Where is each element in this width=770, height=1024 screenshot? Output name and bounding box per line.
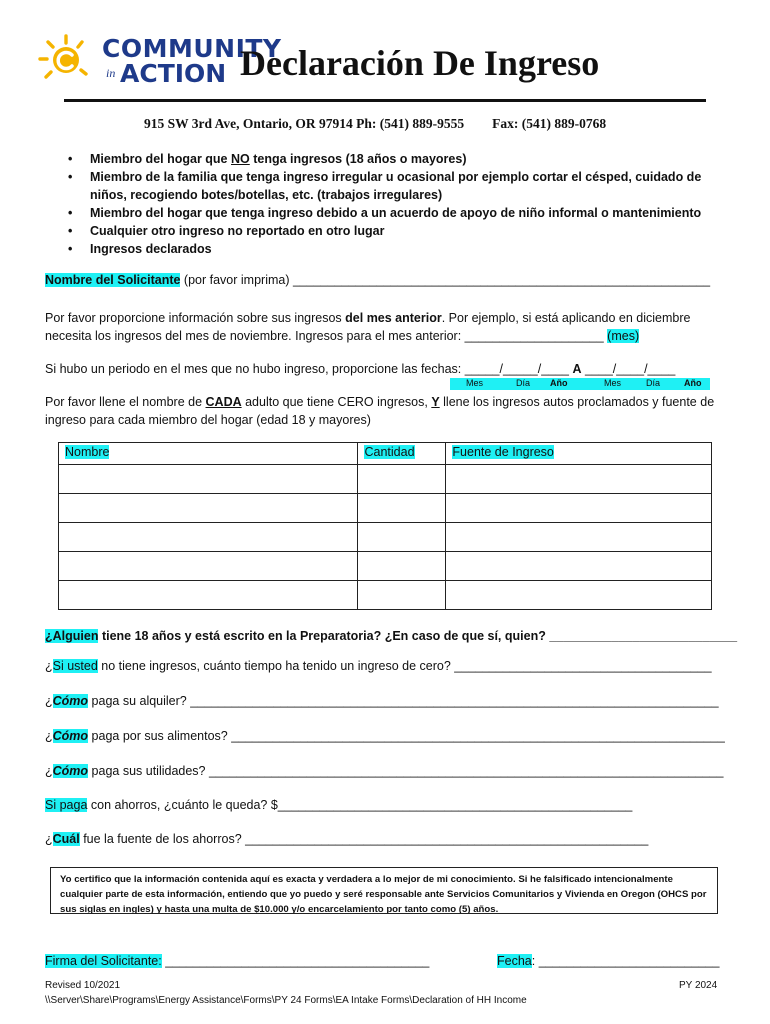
signature-line[interactable]: ______________________________________	[161, 954, 430, 968]
source-cell[interactable]	[446, 552, 712, 581]
date-line[interactable]: : __________________________	[531, 954, 720, 968]
signature-label: Firma del Solicitante:	[45, 954, 162, 968]
instruction-text: adulto que tiene CERO ingresos,	[241, 395, 432, 409]
question-highlight: Cuál	[52, 832, 80, 846]
program-year: PY 2024	[679, 980, 718, 991]
file-path: \\Server\Share\Programs\Energy Assistance\Forms\PY 24 Forms\EA Intake Forms\Declaration of HH Income	[45, 995, 527, 1006]
question-savings-remaining[interactable]	[45, 798, 632, 812]
table-row	[59, 581, 712, 610]
bullet-text: Miembro de la familia que tenga ingreso irregular u ocasional por ejemplo cortar el césped, cuidado de niños, recogiendo botes/botellas, etc. (trabajos irregulares)	[90, 170, 702, 202]
question-savings-source[interactable]	[45, 832, 648, 846]
applicant-name-line[interactable]: (por favor imprima) ____________________________________________________________	[180, 273, 711, 287]
date-label-day: Día	[516, 378, 531, 388]
list-item	[66, 204, 736, 222]
adults-instructions	[45, 393, 745, 429]
name-cell[interactable]	[59, 523, 358, 552]
bullet-text: Ingresos declarados	[90, 242, 212, 256]
table-row	[59, 523, 712, 552]
instruction-text: . Por ejemplo, si está aplicando en diciembre	[441, 311, 691, 325]
logo-word-in: in	[106, 66, 116, 80]
name-cell[interactable]	[59, 465, 358, 494]
question-text[interactable]: paga sus utilidades? __________________________________________________________________________	[88, 764, 724, 778]
name-cell[interactable]	[59, 581, 358, 610]
source-cell[interactable]	[446, 465, 712, 494]
instruction-emphasis: del mes anterior	[345, 311, 442, 325]
date-label-month: Mes	[466, 378, 484, 388]
question-highlight: Si usted	[52, 659, 98, 673]
question-text[interactable]: fue la fuente de los ahorros? __________________________________________________________	[79, 832, 649, 846]
applicant-name-field[interactable]	[45, 273, 710, 287]
revised-date: Revised 10/2021	[45, 980, 121, 991]
applicant-name-label: Nombre del Solicitante	[45, 273, 181, 287]
no-income-period-text: Si hubo un periodo en el mes que no hubo ingreso, proporcione las fechas: _____/_____/____	[45, 362, 573, 376]
logo-word-community: COMMUNITY	[102, 34, 282, 63]
amount-cell[interactable]	[358, 523, 446, 552]
question-highlight: Cómo	[52, 694, 89, 708]
address-line	[144, 116, 606, 132]
question-text: ¿	[45, 764, 53, 778]
instruction-text: llene los ingresos autos proclamados y fuente de	[439, 395, 715, 409]
eligibility-list	[66, 150, 736, 258]
date-label-year: Año	[550, 378, 568, 388]
fax-number: Fax: (541) 889-0768	[492, 116, 607, 131]
previous-month-instructions	[45, 309, 735, 345]
logo-word-action: ACTION	[120, 59, 227, 88]
amount-cell[interactable]	[358, 552, 446, 581]
table-header-row	[59, 443, 712, 465]
header-label: Fuente de Ingreso	[452, 445, 554, 459]
question-highlight: Cómo	[52, 729, 89, 743]
column-header-source	[446, 443, 712, 465]
list-item	[66, 168, 736, 204]
address-main: 915 SW 3rd Ave, Ontario, OR 97914 Ph: (541) 889-9555	[144, 116, 465, 131]
date-field[interactable]	[497, 954, 719, 968]
question-zero-income-duration[interactable]	[45, 659, 712, 673]
amount-cell[interactable]	[358, 581, 446, 610]
question-highlight: Si paga	[45, 798, 88, 812]
list-item	[66, 150, 736, 168]
instruction-emphasis: CADA	[205, 395, 242, 409]
date-labels	[450, 378, 710, 390]
question-text: ¿	[45, 659, 53, 673]
source-cell[interactable]	[446, 494, 712, 523]
page-title: Declaración De Ingreso	[240, 43, 600, 83]
question-text: ¿	[45, 729, 53, 743]
income-table	[58, 442, 712, 610]
question-text[interactable]: paga por sus alimentos? _______________________________________________________________________	[88, 729, 725, 743]
community-in-action-logo	[36, 32, 282, 88]
question-text[interactable]: con ahorros, ¿cuánto le queda? $___________________________________________________	[87, 798, 633, 812]
signature-field[interactable]	[45, 954, 429, 968]
to-label: A	[572, 362, 582, 376]
bullet-text: Miembro del hogar que tenga ingreso debido a un acuerdo de apoyo de niño informal o mantenimiento	[90, 206, 702, 220]
end-date-line[interactable]: ____/____/____	[581, 362, 676, 376]
bullet-emphasis: NO	[231, 152, 250, 166]
question-text: ¿	[45, 832, 53, 846]
question-text[interactable]: tiene 18 años y está escrito en la Preparatoria? ¿En caso de que sí, quien? ___________________________	[98, 629, 738, 643]
table-row	[59, 552, 712, 581]
instruction-emphasis: Y	[431, 395, 440, 409]
list-item	[66, 222, 736, 240]
list-item	[66, 240, 736, 258]
table-row	[59, 494, 712, 523]
instruction-text: ingreso para cada miembro del hogar (edad 18 y mayores)	[45, 413, 371, 427]
table-row	[59, 465, 712, 494]
question-text[interactable]: paga su alquiler? ____________________________________________________________________________	[88, 694, 719, 708]
date-label-month: Mes	[604, 378, 622, 388]
bullet-text: Cualquier otro ingreso no reportado en otro lugar	[90, 224, 385, 238]
question-highlight: Cómo	[52, 764, 89, 778]
instruction-text: Por favor llene el nombre de	[45, 395, 206, 409]
bullet-text: tenga ingresos (18 años o mayores)	[249, 152, 467, 166]
certification-box: Yo certifico que la información contenida aquí es exacta y verdadera a lo mejor de mi conocimiento. Si he falsificado intencionalmente cualquier parte de esta información, entiendo que yo puedo y seré responsable ante Servicios Comunitarios y Vivienda en Oregon (OHCS por sus siglas en ingles) y hasta una multa de $10.000 y/o encarcelamiento por tanto como (5) años.	[50, 867, 718, 914]
question-highlight: ¿Alguien	[45, 629, 99, 643]
date-label-day: Día	[646, 378, 661, 388]
question-student[interactable]	[45, 629, 737, 643]
question-text: ¿	[45, 694, 53, 708]
bullet-text: Miembro del hogar que	[90, 152, 231, 166]
name-cell[interactable]	[59, 494, 358, 523]
question-utilities[interactable]	[45, 764, 723, 778]
date-label-year: Año	[684, 378, 702, 388]
instruction-text: Por favor proporcione información sobre sus ingresos	[45, 311, 346, 325]
amount-cell[interactable]	[358, 494, 446, 523]
header-label: Nombre	[65, 445, 110, 459]
source-cell[interactable]	[446, 581, 712, 610]
month-label: (mes)	[607, 329, 640, 343]
header-label: Cantidad	[364, 445, 415, 459]
question-rent[interactable]	[45, 694, 719, 708]
date-label: Fecha	[497, 954, 532, 968]
question-text[interactable]: no tiene ingresos, cuánto tiempo ha tenido un ingreso de cero? _____________________________________	[97, 659, 712, 673]
sun-icon	[36, 34, 98, 86]
source-cell[interactable]	[446, 523, 712, 552]
column-header-name	[59, 443, 358, 465]
title-rule	[64, 99, 706, 102]
column-header-amount	[358, 443, 446, 465]
amount-cell[interactable]	[358, 465, 446, 494]
previous-month-field[interactable]: necesita los ingresos del mes de noviembre. Ingresos para el mes anterior: ____________________	[45, 329, 608, 343]
name-cell[interactable]	[59, 552, 358, 581]
no-income-period-field[interactable]	[45, 362, 675, 376]
question-food[interactable]	[45, 729, 725, 743]
